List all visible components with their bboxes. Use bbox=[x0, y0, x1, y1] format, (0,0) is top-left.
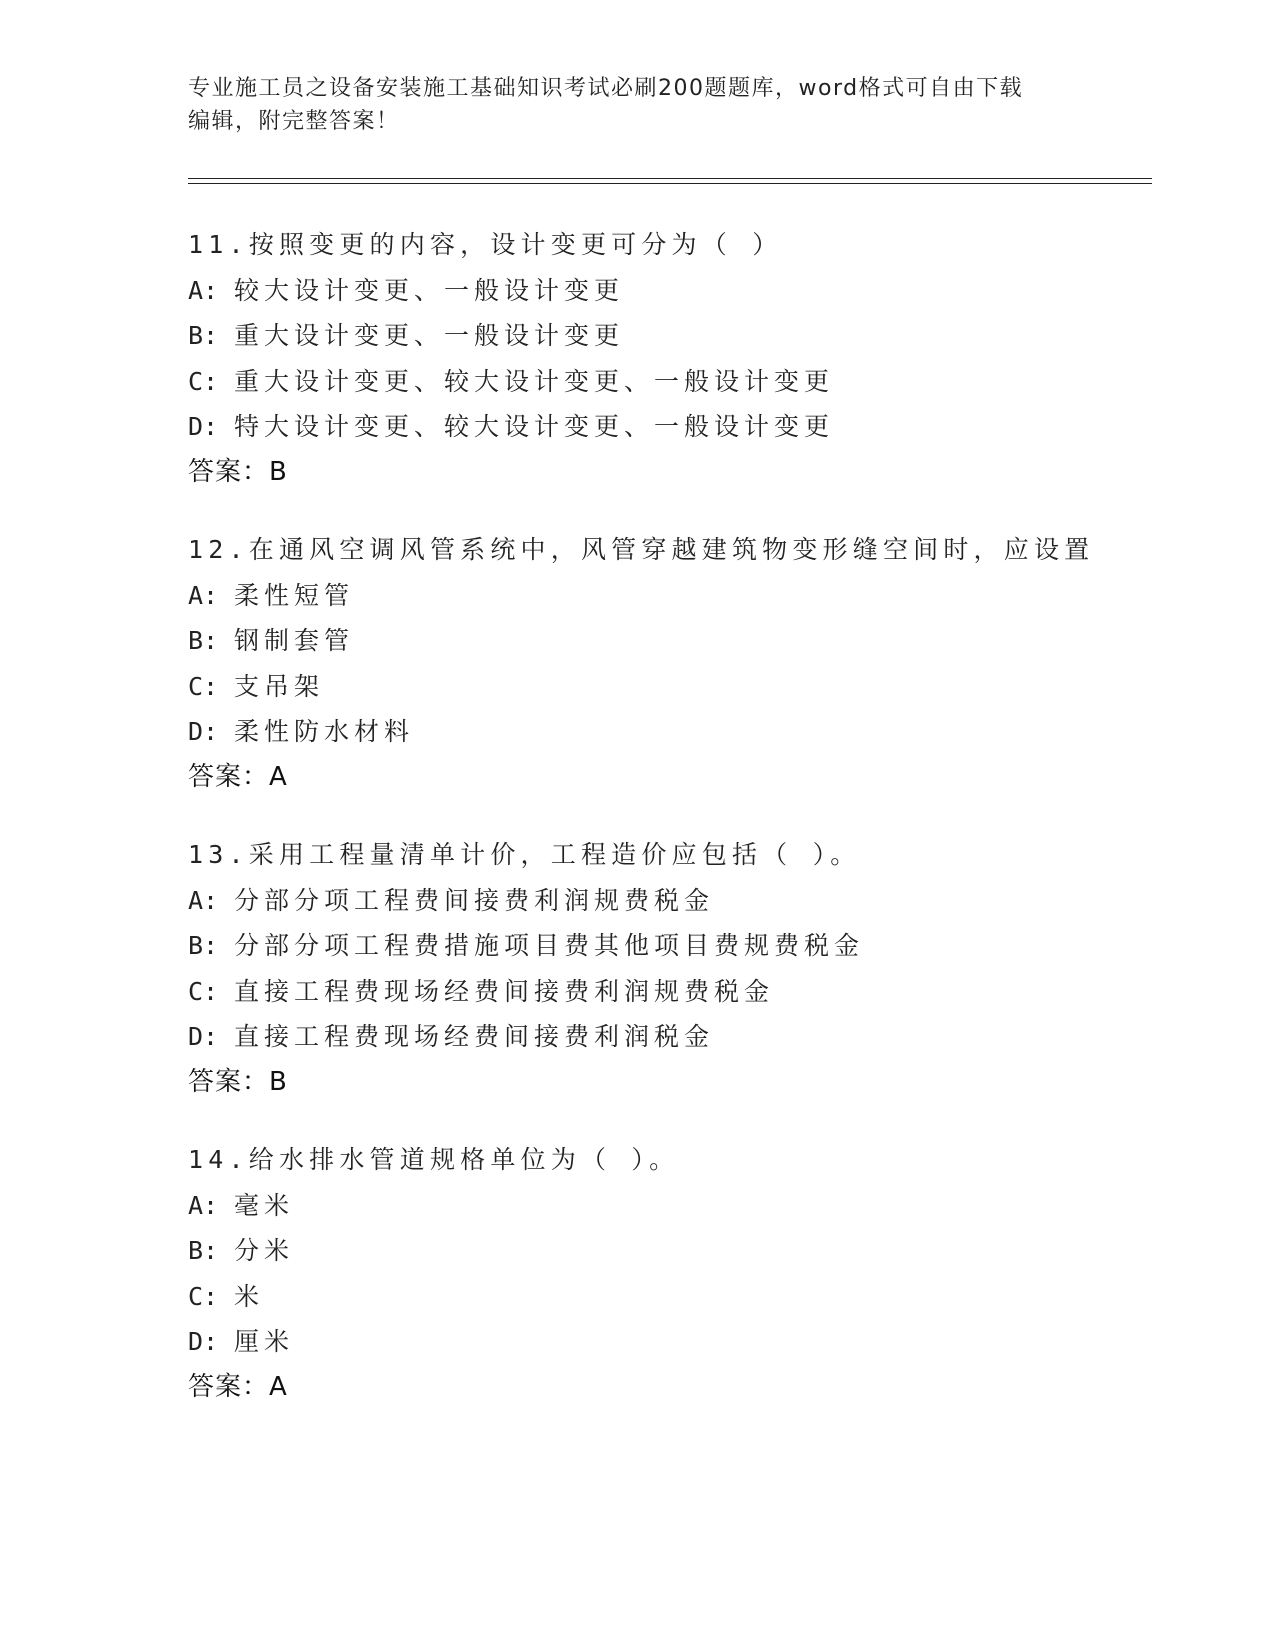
option-a bbox=[188, 573, 1148, 619]
option-key: C: bbox=[188, 976, 219, 1006]
answer-line: 答案：A bbox=[188, 1371, 288, 1402]
option-c bbox=[188, 969, 1148, 1015]
option-a bbox=[188, 878, 1148, 924]
option-key: C: bbox=[188, 671, 219, 701]
question-12 bbox=[188, 527, 1148, 800]
option-key: D: bbox=[188, 1022, 219, 1051]
option-key: A: bbox=[188, 275, 219, 305]
option-text: 分米 bbox=[234, 1236, 295, 1265]
option-text: 分部分项工程费间接费利润规费税金 bbox=[234, 885, 715, 915]
option-b bbox=[188, 618, 1148, 664]
option-text: 较大设计变更、一般设计变更 bbox=[234, 275, 625, 305]
option-text: 钢制套管 bbox=[234, 626, 355, 655]
header-divider-top bbox=[188, 178, 1152, 179]
option-c bbox=[188, 664, 1148, 710]
option-key: A: bbox=[188, 580, 219, 610]
option-key: B: bbox=[188, 1236, 219, 1265]
answer-line: 答案：B bbox=[188, 456, 288, 487]
option-text: 柔性防水材料 bbox=[234, 717, 415, 746]
option-b bbox=[188, 313, 1148, 359]
question-stem: 12.在通风空调风管系统中，风管穿越建筑物变形缝空间时，应设置 bbox=[188, 535, 1095, 564]
option-c bbox=[188, 359, 1148, 405]
document-header bbox=[188, 72, 1068, 138]
option-text: 直接工程费现场经费间接费利润规费税金 bbox=[234, 976, 775, 1006]
header-divider-bottom bbox=[188, 183, 1152, 184]
option-a bbox=[188, 268, 1148, 314]
option-text: 特大设计变更、较大设计变更、一般设计变更 bbox=[234, 412, 835, 441]
option-key: A: bbox=[188, 1190, 219, 1220]
question-stem: 11.按照变更的内容，设计变更可分为（ ） bbox=[188, 230, 783, 259]
option-text: 柔性短管 bbox=[234, 580, 355, 610]
option-b bbox=[188, 1228, 1148, 1274]
answer-line: 答案：B bbox=[188, 1066, 288, 1097]
option-d bbox=[188, 404, 1148, 450]
option-a bbox=[188, 1183, 1148, 1229]
option-d bbox=[188, 1014, 1148, 1060]
option-text: 毫米 bbox=[234, 1190, 295, 1220]
question-stem: 13.采用工程量清单计价，工程造价应包括（ ）。 bbox=[188, 840, 861, 869]
option-d bbox=[188, 1319, 1148, 1365]
header-line-2: 编辑，附完整答案！ bbox=[188, 109, 400, 134]
option-b bbox=[188, 923, 1148, 969]
option-key: C: bbox=[188, 366, 219, 396]
option-text: 厘米 bbox=[234, 1327, 295, 1356]
option-text: 重大设计变更、一般设计变更 bbox=[234, 321, 625, 350]
question-stem: 14.给水排水管道规格单位为（ ）。 bbox=[188, 1145, 680, 1174]
option-text: 重大设计变更、较大设计变更、一般设计变更 bbox=[234, 366, 835, 396]
option-key: C: bbox=[188, 1281, 219, 1311]
option-d bbox=[188, 709, 1148, 755]
option-text: 分部分项工程费措施项目费其他项目费规费税金 bbox=[234, 931, 865, 960]
question-13 bbox=[188, 832, 1148, 1105]
option-text: 直接工程费现场经费间接费利润税金 bbox=[234, 1022, 715, 1051]
option-key: B: bbox=[188, 321, 219, 350]
answer-line: 答案：A bbox=[188, 761, 288, 792]
option-key: D: bbox=[188, 1327, 219, 1356]
header-line-1: 专业施工员之设备安装施工基础知识考试必刷200题题库，word格式可自由下载 bbox=[188, 76, 1024, 101]
option-text: 米 bbox=[234, 1281, 265, 1311]
option-key: B: bbox=[188, 626, 219, 655]
option-text: 支吊架 bbox=[234, 671, 325, 701]
option-key: A: bbox=[188, 885, 219, 915]
option-key: B: bbox=[188, 931, 219, 960]
option-key: D: bbox=[188, 412, 219, 441]
question-14 bbox=[188, 1137, 1148, 1410]
option-c bbox=[188, 1274, 1148, 1320]
question-11 bbox=[188, 222, 1148, 495]
option-key: D: bbox=[188, 717, 219, 746]
